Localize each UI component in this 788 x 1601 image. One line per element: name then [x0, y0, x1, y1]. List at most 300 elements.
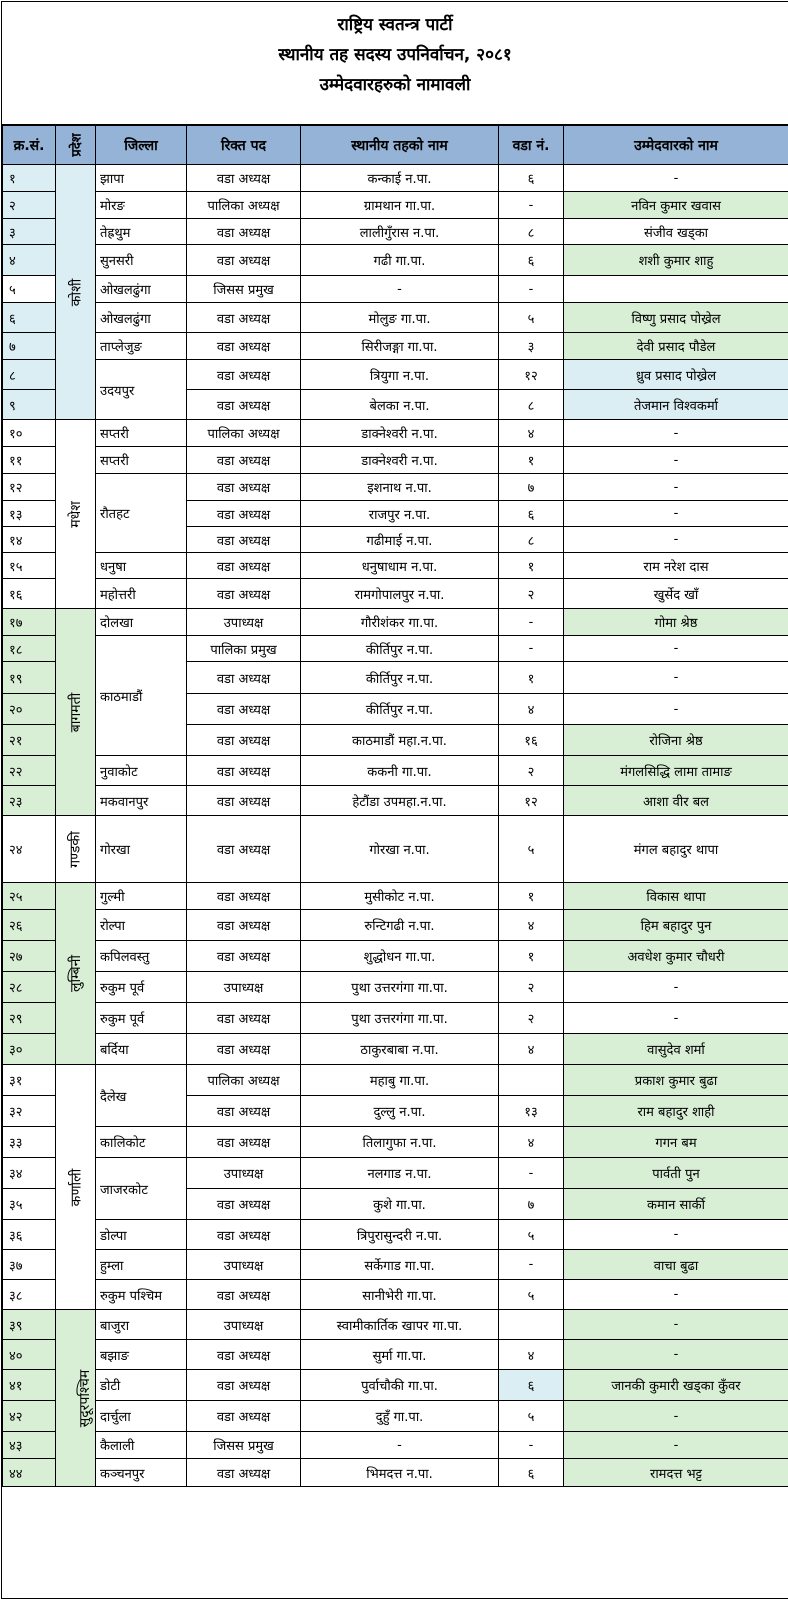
local-level-name: सानीभेरी गा.पा. — [301, 1280, 499, 1310]
district: सप्तरी — [96, 447, 187, 474]
local-level-name: सुर्मा गा.पा. — [301, 1340, 499, 1370]
local-level-name: पुथा उत्तरगंगा गा.पा. — [301, 972, 499, 1003]
candidate-name: - — [564, 1003, 788, 1034]
vacant-post: वडा अध्यक्ष — [187, 1459, 301, 1487]
table-row — [3, 579, 788, 609]
vacant-post: वडा अध्यक्ष — [187, 1096, 301, 1127]
local-level-name: हेटौंडा उपमहा.न.पा. — [301, 786, 499, 816]
district: ताप्लेजुङ — [96, 333, 187, 360]
ward-number: १ — [499, 447, 564, 474]
table-row — [3, 756, 788, 786]
candidate-name: देवी प्रसाद पौडेल — [564, 333, 788, 360]
vacant-post: वडा अध्यक्ष — [187, 1401, 301, 1432]
candidate-name: वाचा बुढा — [564, 1250, 788, 1280]
candidate-name: रामदत्त भट्ट — [564, 1459, 788, 1487]
district: उदयपुर — [96, 360, 187, 420]
local-level-name: सर्केगाड गा.पा. — [301, 1250, 499, 1280]
table-row — [3, 1034, 788, 1065]
vacant-post: वडा अध्यक्ष — [187, 1370, 301, 1401]
vacant-post: वडा अध्यक्ष — [187, 1189, 301, 1220]
district: कपिलवस्तु — [96, 941, 187, 972]
province-gandaki: गण्डकी — [56, 816, 96, 883]
table-row — [3, 1310, 788, 1340]
district: हुम्ला — [96, 1250, 187, 1280]
candidate-name: वासुदेव शर्मा — [564, 1034, 788, 1065]
ward-number: ४ — [499, 910, 564, 941]
table-row — [3, 1370, 788, 1401]
local-level-name: मुसीकोट न.पा. — [301, 883, 499, 910]
candidate-name: - — [564, 1340, 788, 1370]
ward-number: ५ — [499, 303, 564, 333]
vacant-post: वडा अध्यक्ष — [187, 527, 301, 553]
table-row — [3, 165, 788, 192]
document-title — [2, 2, 788, 125]
vacant-post: उपाध्यक्ष — [187, 609, 301, 636]
local-level-name: रामगोपालपुर न.पा. — [301, 579, 499, 609]
serial-number: १२ — [3, 474, 56, 501]
vacant-post: वडा अध्यक्ष — [187, 553, 301, 579]
candidate-name — [564, 276, 788, 303]
vacant-post: उपाध्यक्ष — [187, 1158, 301, 1189]
vacant-post: वडा अध्यक्ष — [187, 756, 301, 786]
table-row — [3, 910, 788, 941]
local-level-name: गौरीशंकर गा.पा. — [301, 609, 499, 636]
district: दैलेख — [96, 1065, 187, 1127]
local-level-name: धनुषाधाम न.पा. — [301, 553, 499, 579]
local-level-name: दुल्लु न.पा. — [301, 1096, 499, 1127]
ward-number: ५ — [499, 1401, 564, 1432]
ward-number: ५ — [499, 1280, 564, 1310]
local-level-name: डाक्नेश्वरी न.पा. — [301, 447, 499, 474]
serial-number: ३५ — [3, 1189, 56, 1220]
local-level-name: ठाकुरबाबा न.पा. — [301, 1034, 499, 1065]
candidate-name: आशा वीर बल — [564, 786, 788, 816]
serial-number: ३७ — [3, 1250, 56, 1280]
local-level-name: भिमदत्त न.पा. — [301, 1459, 499, 1487]
province-madhesh: मधेश — [56, 420, 96, 609]
local-level-name: त्रिपुरासुन्दरी न.पा. — [301, 1220, 499, 1250]
ward-number: ८ — [499, 219, 564, 245]
table-row — [3, 553, 788, 579]
table-row — [3, 360, 788, 390]
district: कालिकोट — [96, 1127, 187, 1158]
ward-number: ४ — [499, 1340, 564, 1370]
serial-number: ३ — [3, 219, 56, 245]
district: सप्तरी — [96, 420, 187, 447]
serial-number: ११ — [3, 447, 56, 474]
district: बझाङ — [96, 1340, 187, 1370]
vacant-post: जिसस प्रमुख — [187, 276, 301, 303]
local-level-name: महाबु गा.पा. — [301, 1065, 499, 1096]
ward-number: ४ — [499, 694, 564, 725]
candidate-name: - — [564, 1432, 788, 1459]
ward-number: ३ — [499, 333, 564, 360]
candidate-name: ध्रुव प्रसाद पोख्रेल — [564, 360, 788, 390]
province-koshi: कोशी — [56, 165, 96, 420]
ward-number: ६ — [499, 1459, 564, 1487]
vacant-post: वडा अध्यक्ष — [187, 579, 301, 609]
candidate-name: - — [564, 636, 788, 662]
ward-number: ६ — [499, 1370, 564, 1401]
candidate-name: पार्वती पुन — [564, 1158, 788, 1189]
table-row — [3, 1220, 788, 1250]
vacant-post: पालिका अध्यक्ष — [187, 192, 301, 219]
vacant-post: पालिका अध्यक्ष — [187, 1065, 301, 1096]
candidate-name: - — [564, 501, 788, 527]
serial-number: १३ — [3, 501, 56, 527]
candidate-name: - — [564, 1401, 788, 1432]
table-row — [3, 636, 788, 662]
ward-number: २ — [499, 972, 564, 1003]
ward-number: २ — [499, 756, 564, 786]
local-level-name: इशनाथ न.पा. — [301, 474, 499, 501]
candidate-name: राम बहादुर शाही — [564, 1096, 788, 1127]
table-row — [3, 1280, 788, 1310]
table-row — [3, 420, 788, 447]
local-level-name: नलगाड न.पा. — [301, 1158, 499, 1189]
candidate-name: - — [564, 1280, 788, 1310]
local-level-name: सिरीजङ्गा गा.पा. — [301, 333, 499, 360]
ward-number: - — [499, 1158, 564, 1189]
vacant-post: वडा अध्यक्ष — [187, 910, 301, 941]
candidate-name: गोमा श्रेष्ठ — [564, 609, 788, 636]
table-row — [3, 1065, 788, 1096]
table-row — [3, 941, 788, 972]
ward-number: ५ — [499, 816, 564, 883]
local-level-name: कुशे गा.पा. — [301, 1189, 499, 1220]
district: रुकुम पश्चिम — [96, 1280, 187, 1310]
candidate-name: - — [564, 527, 788, 553]
ward-number: ६ — [499, 501, 564, 527]
province-karnali: कर्णाली — [56, 1065, 96, 1310]
title-election: स्थानीय तह सदस्य उपनिर्वाचन, २०८१ — [2, 40, 788, 70]
serial-number: ३४ — [3, 1158, 56, 1189]
candidate-name: - — [564, 474, 788, 501]
local-level-name: डाक्नेश्वरी न.पा. — [301, 420, 499, 447]
serial-number: १ — [3, 165, 56, 192]
serial-number: ७ — [3, 333, 56, 360]
serial-number: ६ — [3, 303, 56, 333]
serial-number: ५ — [3, 276, 56, 303]
candidate-name: कमान सार्की — [564, 1189, 788, 1220]
candidate-name: प्रकाश कुमार बुढा — [564, 1065, 788, 1096]
serial-number: ८ — [3, 360, 56, 390]
vacant-post: वडा अध्यक्ष — [187, 333, 301, 360]
serial-number: १८ — [3, 636, 56, 662]
serial-number: ४२ — [3, 1401, 56, 1432]
header-province: प्रदेश — [56, 126, 96, 165]
local-level-name: गोरखा न.पा. — [301, 816, 499, 883]
candidate-name: तेजमान विश्वकर्मा — [564, 390, 788, 420]
table-row — [3, 474, 788, 501]
candidate-list-document — [1, 1, 788, 1599]
header-sn: क्र.सं. — [3, 126, 56, 165]
local-level-name: कन्काई न.पा. — [301, 165, 499, 192]
table-row — [3, 1459, 788, 1487]
local-level-name: शुद्धोधन गा.पा. — [301, 941, 499, 972]
vacant-post: वडा अध्यक्ष — [187, 303, 301, 333]
vacant-post: वडा अध्यक्ष — [187, 883, 301, 910]
vacant-post: वडा अध्यक्ष — [187, 816, 301, 883]
table-row — [3, 816, 788, 883]
district: दार्चुला — [96, 1401, 187, 1432]
candidate-name: - — [564, 662, 788, 694]
ward-number: - — [499, 1250, 564, 1280]
ward-number: १३ — [499, 1096, 564, 1127]
candidate-name: जानकी कुमारी खड्का कुँवर — [564, 1370, 788, 1401]
local-level-name: काठमाडौं महा.न.पा. — [301, 725, 499, 756]
table-row — [3, 333, 788, 360]
serial-number: ४३ — [3, 1432, 56, 1459]
ward-number: १ — [499, 941, 564, 972]
vacant-post: पालिका अध्यक्ष — [187, 420, 301, 447]
table-row — [3, 1158, 788, 1189]
candidate-name: विष्णु प्रसाद पोख्रेल — [564, 303, 788, 333]
candidate-name: अवधेश कुमार चौधरी — [564, 941, 788, 972]
header-candidate: उम्मेदवारको नाम — [564, 126, 788, 165]
local-level-name: त्रियुगा न.पा. — [301, 360, 499, 390]
table-row — [3, 1340, 788, 1370]
serial-number: १० — [3, 420, 56, 447]
table-row — [3, 1250, 788, 1280]
ward-number: १ — [499, 883, 564, 910]
table-body — [3, 165, 788, 1487]
serial-number: १९ — [3, 662, 56, 694]
serial-number: २७ — [3, 941, 56, 972]
ward-number: १२ — [499, 360, 564, 390]
ward-number: १ — [499, 662, 564, 694]
vacant-post: वडा अध्यक्ष — [187, 725, 301, 756]
table-row — [3, 1127, 788, 1158]
serial-number: १६ — [3, 579, 56, 609]
ward-number: २ — [499, 579, 564, 609]
vacant-post: वडा अध्यक्ष — [187, 786, 301, 816]
table-row — [3, 447, 788, 474]
ward-number: - — [499, 192, 564, 219]
ward-number: २ — [499, 1003, 564, 1034]
district: गोरखा — [96, 816, 187, 883]
candidate-name: हिम बहादुर पुन — [564, 910, 788, 941]
ward-number: - — [499, 276, 564, 303]
table-row — [3, 276, 788, 303]
serial-number: ४१ — [3, 1370, 56, 1401]
ward-number: ४ — [499, 1127, 564, 1158]
local-level-name: ककनी गा.पा. — [301, 756, 499, 786]
serial-number: १७ — [3, 609, 56, 636]
candidate-name: राम नरेश दास — [564, 553, 788, 579]
province-sudurpashchim: सुदूरपश्चिम — [56, 1310, 96, 1487]
district: रौतहट — [96, 474, 187, 553]
vacant-post: वडा अध्यक्ष — [187, 245, 301, 276]
ward-number: १ — [499, 553, 564, 579]
serial-number: ३१ — [3, 1065, 56, 1096]
vacant-post: वडा अध्यक्ष — [187, 501, 301, 527]
vacant-post: वडा अध्यक्ष — [187, 474, 301, 501]
local-level-name: कीर्तिपुर न.पा. — [301, 694, 499, 725]
serial-number: २ — [3, 192, 56, 219]
district: गुल्मी — [96, 883, 187, 910]
title-list: उम्मेदवारहरुको नामावली — [2, 70, 788, 100]
table-row — [3, 786, 788, 816]
header-ward: वडा नं. — [499, 126, 564, 165]
table-header-row — [3, 126, 788, 165]
ward-number: - — [499, 609, 564, 636]
table-row — [3, 1401, 788, 1432]
district: ओखलढुंगा — [96, 303, 187, 333]
vacant-post: वडा अध्यक्ष — [187, 360, 301, 390]
district: झापा — [96, 165, 187, 192]
district: रुकुम पूर्व — [96, 972, 187, 1003]
vacant-post: जिसस प्रमुख — [187, 1432, 301, 1459]
serial-number: ३६ — [3, 1220, 56, 1250]
title-party: राष्ट्रिय स्वतन्त्र पार्टी — [2, 10, 788, 40]
table-row — [3, 245, 788, 276]
serial-number: २२ — [3, 756, 56, 786]
ward-number: ५ — [499, 1220, 564, 1250]
local-level-name: पुर्वाचौकी गा.पा. — [301, 1370, 499, 1401]
serial-number: २५ — [3, 883, 56, 910]
district: डोल्पा — [96, 1220, 187, 1250]
province-lumbini: लुम्बिनी — [56, 883, 96, 1065]
serial-number: ९ — [3, 390, 56, 420]
serial-number: ३२ — [3, 1096, 56, 1127]
candidate-name: मंगलसिद्धि लामा तामाङ — [564, 756, 788, 786]
header-district: जिल्ला — [96, 126, 187, 165]
district: काठमाडौं — [96, 636, 187, 756]
vacant-post: वडा अध्यक्ष — [187, 694, 301, 725]
ward-number: ४ — [499, 1034, 564, 1065]
table-row — [3, 883, 788, 910]
vacant-post: वडा अध्यक्ष — [187, 1034, 301, 1065]
candidate-name: नविन कुमार खवास — [564, 192, 788, 219]
local-level-name: बेलका न.पा. — [301, 390, 499, 420]
local-level-name: - — [301, 276, 499, 303]
ward-number: - — [499, 1432, 564, 1459]
vacant-post: वडा अध्यक्ष — [187, 1003, 301, 1034]
district: कञ्चनपुर — [96, 1459, 187, 1487]
local-level-name: दुहुँ गा.पा. — [301, 1401, 499, 1432]
vacant-post: वडा अध्यक्ष — [187, 165, 301, 192]
vacant-post: वडा अध्यक्ष — [187, 219, 301, 245]
candidate-name: खुर्सेद खाँ — [564, 579, 788, 609]
serial-number: ३० — [3, 1034, 56, 1065]
serial-number: ३९ — [3, 1310, 56, 1340]
district: नुवाकोट — [96, 756, 187, 786]
vacant-post: उपाध्यक्ष — [187, 1250, 301, 1280]
candidate-table — [2, 125, 788, 1487]
ward-number: ८ — [499, 390, 564, 420]
candidate-name: संजीव खड्का — [564, 219, 788, 245]
ward-number: ४ — [499, 420, 564, 447]
ward-number: ६ — [499, 245, 564, 276]
serial-number: १५ — [3, 553, 56, 579]
vacant-post: वडा अध्यक्ष — [187, 1280, 301, 1310]
local-level-name: राजपुर न.पा. — [301, 501, 499, 527]
district: रोल्पा — [96, 910, 187, 941]
table-row — [3, 609, 788, 636]
serial-number: ३३ — [3, 1127, 56, 1158]
local-level-name: गढीमाई न.पा. — [301, 527, 499, 553]
candidate-name: - — [564, 972, 788, 1003]
local-level-name: रुन्टिगढी न.पा. — [301, 910, 499, 941]
vacant-post: उपाध्यक्ष — [187, 1310, 301, 1340]
ward-number: १२ — [499, 786, 564, 816]
candidate-name: - — [564, 1220, 788, 1250]
local-level-name: कीर्तिपुर न.पा. — [301, 636, 499, 662]
serial-number: ३८ — [3, 1280, 56, 1310]
candidate-name: विकास थापा — [564, 883, 788, 910]
serial-number: १४ — [3, 527, 56, 553]
ward-number: ८ — [499, 527, 564, 553]
district: दोलखा — [96, 609, 187, 636]
serial-number: २० — [3, 694, 56, 725]
vacant-post: उपाध्यक्ष — [187, 972, 301, 1003]
province-bagmati: बागमती — [56, 609, 96, 816]
ward-number — [499, 1310, 564, 1340]
candidate-name: गगन बम — [564, 1127, 788, 1158]
table-row — [3, 1432, 788, 1459]
vacant-post: वडा अध्यक्ष — [187, 1127, 301, 1158]
vacant-post: वडा अध्यक्ष — [187, 1340, 301, 1370]
district: ओखलढुंगा — [96, 276, 187, 303]
candidate-name: शशी कुमार शाहु — [564, 245, 788, 276]
local-level-name: - — [301, 1432, 499, 1459]
table-row — [3, 303, 788, 333]
district: बर्दिया — [96, 1034, 187, 1065]
ward-number: ७ — [499, 1189, 564, 1220]
ward-number — [499, 1065, 564, 1096]
vacant-post: वडा अध्यक्ष — [187, 941, 301, 972]
district: मोरङ — [96, 192, 187, 219]
vacant-post: वडा अध्यक्ष — [187, 1220, 301, 1250]
candidate-name: - — [564, 447, 788, 474]
serial-number: २१ — [3, 725, 56, 756]
district: रुकुम पूर्व — [96, 1003, 187, 1034]
district: धनुषा — [96, 553, 187, 579]
serial-number: २८ — [3, 972, 56, 1003]
candidate-name: रोजिना श्रेष्ठ — [564, 725, 788, 756]
serial-number: २३ — [3, 786, 56, 816]
serial-number: ४० — [3, 1340, 56, 1370]
district: जाजरकोट — [96, 1158, 187, 1220]
ward-number: ७ — [499, 474, 564, 501]
header-local-level: स्थानीय तहको नाम — [301, 126, 499, 165]
district: महोत्तरी — [96, 579, 187, 609]
local-level-name: लालीगुँरास न.पा. — [301, 219, 499, 245]
table-row — [3, 972, 788, 1003]
district: तेह्रथुम — [96, 219, 187, 245]
local-level-name: ग्रामथान गा.पा. — [301, 192, 499, 219]
candidate-name: - — [564, 165, 788, 192]
serial-number: २९ — [3, 1003, 56, 1034]
local-level-name: कीर्तिपुर न.पा. — [301, 662, 499, 694]
local-level-name: तिलागुफा न.पा. — [301, 1127, 499, 1158]
district: कैलाली — [96, 1432, 187, 1459]
ward-number: ६ — [499, 165, 564, 192]
district: डोटी — [96, 1370, 187, 1401]
local-level-name: मोलुङ गा.पा. — [301, 303, 499, 333]
candidate-name: - — [564, 1310, 788, 1340]
table-row — [3, 1003, 788, 1034]
candidate-name: - — [564, 420, 788, 447]
serial-number: २४ — [3, 816, 56, 883]
vacant-post: पालिका प्रमुख — [187, 636, 301, 662]
ward-number: १६ — [499, 725, 564, 756]
district: बाजुरा — [96, 1310, 187, 1340]
vacant-post: वडा अध्यक्ष — [187, 447, 301, 474]
candidate-name: - — [564, 694, 788, 725]
vacant-post: वडा अध्यक्ष — [187, 662, 301, 694]
